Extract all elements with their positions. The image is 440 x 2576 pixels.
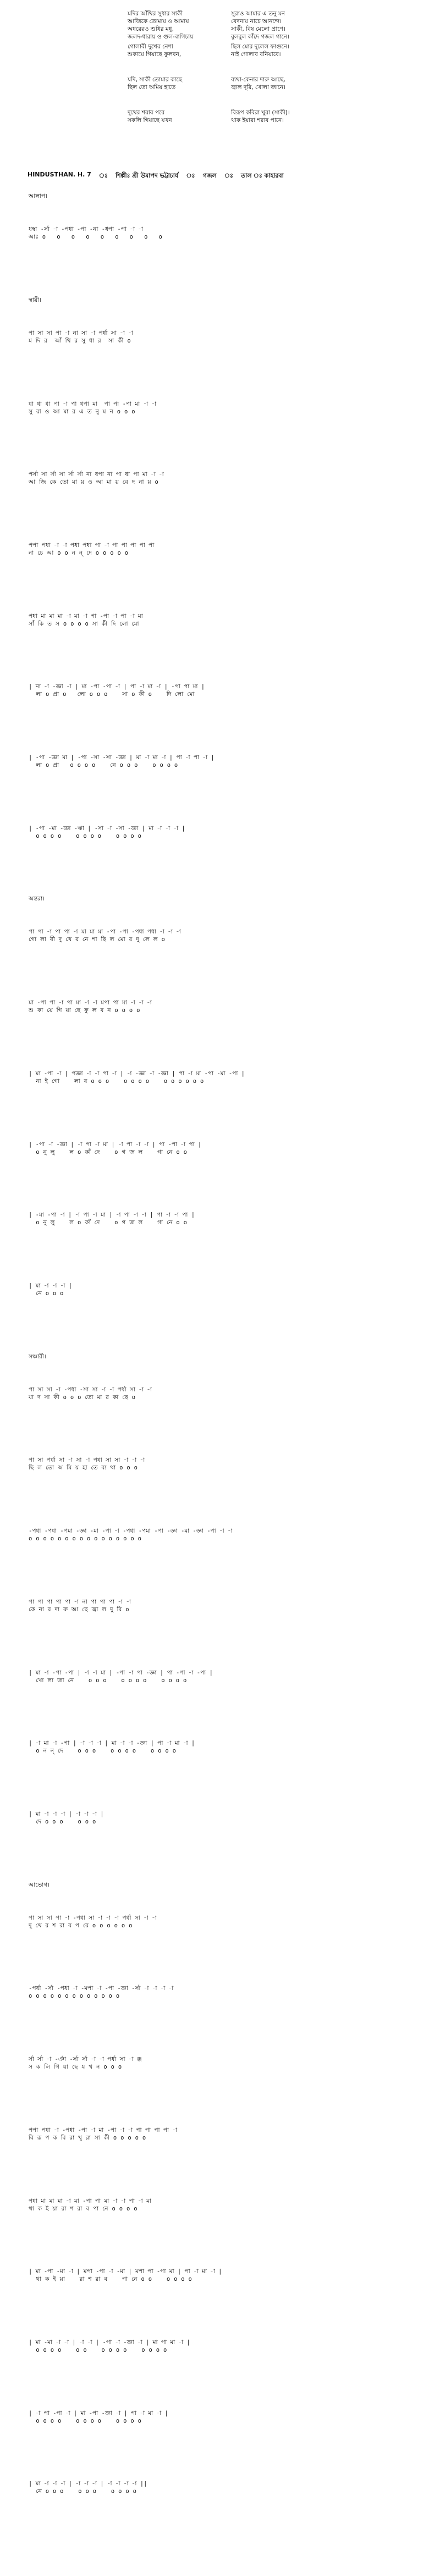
- separator: ঃ: [224, 172, 233, 179]
- swara-line: পা পা -া পা পা -া মা মা মা -পা -পা -পধা পধা -া -া -া: [29, 928, 181, 936]
- lyric-syllables: খো লা জা নে o o o o o o o o o o o: [29, 1677, 187, 1684]
- swara-line: পধা মা মা মা -া মা -পা পা মা -া -া পা -া মা: [29, 2197, 151, 2204]
- swara-line: | -পা -মা -জ্ঞা -ঋা | -সা -া -সা -জ্ঞা | মা -া -া -া |: [29, 825, 185, 832]
- lyric-syllables: থা ক ই য়া রা শ রা ব পা নে o o o o: [29, 2205, 138, 2212]
- lyric-syllables: দে o o o o o o: [29, 1818, 96, 1825]
- lyric-line: সাকী, বিষ মেলো প্রাণে।: [231, 26, 285, 32]
- notation-row: [29, 400, 419, 416]
- lyric-line: জলদ-ধারায় ও গুল-বাগিচায়: [128, 34, 194, 40]
- lyric-syllables: থা ক ই য়া রা শ রা ব পা নে o o o o o o: [29, 2276, 193, 2283]
- lyric-syllables: যা দ সা কী o o o তো মা র কা ছে o: [29, 1394, 136, 1401]
- swara-line: পা পা পা পা পা -া না পা পা পা -া -া: [29, 1598, 131, 1605]
- swara-line: পপা পধা -া -া পধা পধা পা -া পা পা পা পা পা: [29, 541, 155, 549]
- stanza-right-column: [231, 43, 289, 58]
- notation-row: [29, 471, 419, 486]
- lyric-syllables: কে না র দা রু আ ছে জ্বা ল দু রি o: [29, 1606, 129, 1613]
- notation-row: [29, 612, 419, 628]
- swara-line: | মা -া -া -া | -া -া -া | -া -া -া -া ||: [29, 2480, 147, 2487]
- notation-row: [29, 2126, 419, 2142]
- tala: তাল ঃ কাহারবা: [240, 172, 284, 179]
- stanza-left-column: [128, 10, 193, 41]
- lyric-syllables: ম দি র আঁ খি র সু ধা র সা কী o: [29, 337, 131, 344]
- stanza-left-column: [128, 76, 182, 91]
- lyric-line: ছিল তো অমিয় হাতে: [128, 84, 176, 91]
- notation-row: [29, 1456, 419, 1472]
- notation-row: [29, 2339, 419, 2354]
- section-label: আলাপ।: [29, 193, 47, 200]
- swara-line: | -া পা -পা -া | মা -পা -জ্ঞা -া | পা -া মা -া |: [29, 2409, 168, 2417]
- record-header: [28, 171, 424, 181]
- swara-line: | মা -া -া -া | -া -া -া |: [29, 1810, 104, 1817]
- lyrics-stanza: [0, 109, 440, 142]
- notation-row: [29, 2409, 419, 2425]
- lyric-syllables: o o o o o o o o o o o o o: [29, 1993, 120, 2000]
- song-lyrics: [0, 10, 440, 142]
- notation-row: [29, 754, 419, 769]
- notation-row: [29, 2197, 419, 2213]
- section-label: আভোগ।: [29, 1881, 50, 1888]
- lyric-line: গোলাবী দুখের নেশা: [128, 43, 173, 50]
- lyric-line: নাই গোলাব বনিয়াবে।: [231, 51, 281, 58]
- swara-line: পর্সা সা র্সা সা র্সা র্সা না ধপা না পা ধা পা মা -া -া: [29, 471, 164, 478]
- notation-row: [29, 1984, 419, 2000]
- lyric-line: ছিল মোর দুলেল ফাগুনে।: [231, 43, 289, 50]
- lyric-syllables: o o o o o o o o o o o o: [29, 2417, 142, 2424]
- lyric-syllables: লা o প্রা o o o o নে o o o o o o o: [29, 762, 178, 769]
- section-label: অন্তরা।: [29, 895, 45, 903]
- notation-row: [29, 825, 419, 840]
- swara-line: ধা ধা ধা পা -া পা ধপা মা পা পা -পা মা -া -া: [29, 400, 157, 407]
- swara-line: | মা -মা -া -া | -া -া | -পা -া -জ্ঞা -া | মা পা মা -া |: [29, 2339, 190, 2346]
- separator: ঃ: [98, 172, 108, 179]
- swara-line: পপা পধা -া -পধা -পা -া মা -পা -া -া পা পা পা পা -া: [29, 2126, 178, 2133]
- lyric-syllables: আঃ o o o o o o o o o: [29, 234, 163, 241]
- record-number: HINDUSTHAN. H. 7: [28, 171, 91, 178]
- notation-row: [29, 1282, 419, 1297]
- swara-line: | -পা -া -জ্ঞা | -া পা -া মা | -া পা -া -া | পা -পা -া পা |: [29, 1141, 202, 1148]
- swara-line: | -পা -জ্ঞা মা | -পা -সা -সা -জ্ঞা | মা -া মা -া | পা -া পা -া |: [29, 754, 215, 761]
- lyric-syllables: o ন ন্ দে o o o o o o o o o o o: [29, 1748, 177, 1755]
- notation-row: [29, 2480, 419, 2495]
- lyric-line: দুখের শরাব পরে: [128, 109, 165, 116]
- lyric-line: সকলি গিয়াছে যখন: [128, 117, 172, 124]
- swara-line: মা -পা পা -া পা মা -া -া মপা পা মা -া -া -া: [29, 999, 152, 1007]
- stanza-left-column: [128, 109, 172, 124]
- stanza-left-column: [128, 43, 181, 58]
- lyric-syllables: o o o o o o o o o o o o o o: [29, 2346, 167, 2353]
- notation-row: [29, 928, 419, 943]
- notation-row: [29, 329, 419, 345]
- swara-line: | মা -া -পা -পা | -া -া মা | -পা -া পা -জ্ঞা | পা -পা -া -পা |: [29, 1669, 213, 1676]
- lyric-syllables: o o o o o o o o o o o o: [29, 832, 142, 839]
- notation-row: [29, 1914, 419, 1930]
- notation-row: [29, 1141, 419, 1156]
- lyric-syllables: লা o প্রা o লো o o o সা o কী o দি লো মো: [29, 691, 195, 698]
- notation-row: [29, 541, 419, 557]
- notation-row: [29, 2055, 419, 2071]
- notation-row: [29, 1810, 419, 1826]
- lyrics-stanza: [0, 10, 440, 43]
- genre: গজল: [202, 172, 217, 179]
- notation-row: [29, 2268, 419, 2283]
- notation-row: [29, 1669, 419, 1684]
- swara-line: -পধা -পধা -পমা -জ্ঞা -মা -পা -া -পধা -পমা -পা -জ্ঞা -মা -জ্ঞা -পা -া -া: [29, 1528, 233, 1535]
- swara-line: র্সা র্সা -া -র্ঞা -র্সা র্সা -া -া পর্ধা সা -া ঞ্জ: [29, 2056, 142, 2063]
- lyric-syllables: আ জি কে তো মা য় ও আ মা য় বে দ না য় o: [29, 479, 159, 486]
- lyric-syllables: ছি ল তো অ মি য় হা তে ব্য থা o o o: [29, 1464, 138, 1472]
- stanza-right-column: [231, 109, 290, 124]
- lyrics-stanza: [0, 43, 440, 76]
- swara-line: পধা মা মা মা -া মা -া পা -পা -া পা -া মা: [29, 612, 143, 620]
- lyric-syllables: স ক লি গি য়া ছে য খ ন o o o: [29, 2064, 122, 2071]
- notation-row: [29, 683, 419, 698]
- stanza-right-column: [231, 76, 285, 91]
- lyric-syllables: নে o o o o o o o o o o: [29, 2488, 137, 2495]
- lyric-syllables: শু কা য়ে গি য়া ছে ফু ল ব ন o o o o: [29, 1007, 140, 1014]
- lyric-syllables: o o o o o o o o o o o o o o o o: [29, 1535, 142, 1543]
- notation-row: [29, 1739, 419, 1755]
- swara-line: | না -া -জ্ঞা -া | মা -পা -পা -া | পা -া মা -া | -পা পা মা |: [29, 683, 205, 690]
- swara-line: | -মা -পা -া | -া পা -া মা | -া পা -া -া | পা -া -া পা |: [29, 1212, 195, 1219]
- lyric-line: জ্বাল দূরি, খোলা জানে।: [231, 84, 285, 91]
- lyric-line: সুরাও আমার এ তনু মন: [231, 10, 285, 17]
- swara-line: পা সা সা পা -া না সা -া পর্ধা সা -া -া: [29, 329, 133, 336]
- notation-row: [29, 999, 419, 1014]
- swara-line: পা সা সা পা -া -পধা সা -া -া -া পর্ধা সা -া -া: [29, 1914, 157, 1921]
- artist-name: শিল্পীঃ শ্রী উমাপদ ভট্টাচার্য: [115, 172, 179, 179]
- lyric-line: অধরেরও শুধির মধু,: [128, 26, 174, 32]
- lyric-syllables: না ই গো লা ব o o o o o o o o o o o o o: [29, 1077, 204, 1085]
- notation-row: [29, 1598, 419, 1613]
- lyric-syllables: o নু লু ল o কাঁ দে o গ জ ল গা নে o o: [29, 1219, 188, 1226]
- swara-line: -পর্ধা -র্সা -পধা -া -মপা -া -পা -জ্ঞা -র্সা -া -া -া -া: [29, 1985, 174, 1992]
- swara-line: পা সা পর্ধা সা -া সা -া পধা সা সা -া -া -া: [29, 1457, 145, 1464]
- notation-row: [29, 1211, 419, 1226]
- stanza-right-column: [231, 10, 289, 41]
- lyric-syllables: o নু লু ল o কাঁ দে o গ জ ল গা নে o o: [29, 1148, 188, 1156]
- lyric-line: মদির আঁখির সুধার সাকী: [128, 10, 183, 17]
- lyric-syllables: সাঁ কি ত স o o o o সা কী দি লো মো: [29, 620, 139, 627]
- notation-row: [29, 225, 419, 241]
- lyric-line: আজিকে তোমায় ও আমায়: [128, 18, 189, 25]
- notation-row: [29, 1527, 419, 1543]
- lyric-syllables: না চে আ o o ন ন্ দে o o o o o: [29, 549, 129, 556]
- lyric-line: থাক ইয়ারা শরাব পানে।: [231, 117, 284, 124]
- swara-line: | মা -পা -মা -া | মপা -পা -া -মা | মপা পা -পা মা | পা -া মা -া |: [29, 2268, 222, 2275]
- swara-line: | মা -া -া -া |: [29, 1282, 73, 1289]
- lyric-syllables: দু খে র শ রা ব প রে o o o o o o: [29, 1922, 133, 1929]
- notation-row: [29, 1386, 419, 1401]
- swara-line: পা সা সা -া -পধা -সা সা -া -া পর্ধা সা -া -া: [29, 1386, 152, 1393]
- swara-line: | মা -পা -া | পজ্ঞা -া -া পা -া | -া -জ্ঞা -া -জ্ঞা | পা -া মা -পা -মা -পা |: [29, 1070, 245, 1077]
- lyrics-stanza: [0, 76, 440, 109]
- notation-row: [29, 1070, 419, 1085]
- swara-line: | -া মা -া -পা | -া -া -া | মা -া -া -জ্ঞা | পা -া মা -া |: [29, 1740, 195, 1747]
- swara-line: ধস্বা -র্সা -া -পধা -পা -না -ধপা -পা -া -া: [29, 226, 143, 233]
- lyric-line: যদি, সাকী তোমার কাছে: [128, 76, 183, 83]
- section-label: স্থায়ী।: [29, 296, 41, 303]
- separator: ঃ: [186, 172, 195, 179]
- lyric-syllables: গো লা বী দু খে র নে শা ছি ল মো র দু লে ল o: [29, 936, 166, 943]
- lyric-syllables: নে o o o: [29, 1290, 64, 1297]
- section-label: সঞ্চারী।: [29, 1353, 46, 1360]
- lyric-syllables: সু রা ও আ মা র এ ত নু ম ন o o o: [29, 408, 135, 415]
- lyric-syllables: বি রূ প ক বি রা খু রা সা কী o o o o o: [29, 2134, 146, 2141]
- lyric-line: শুকায়ে গিয়াছে ফুলবন,: [128, 51, 182, 58]
- lyric-line: বিরূপ কবিরা খুরা (সাকী)।: [231, 109, 290, 116]
- lyric-line: ব্যথা-কেনার দারু আছে,: [231, 76, 285, 83]
- lyric-line: বুলবুল কাঁদে গজল গানে।: [231, 34, 289, 40]
- lyric-line: বেদনায় নাচে আনন্দে।: [231, 18, 282, 25]
